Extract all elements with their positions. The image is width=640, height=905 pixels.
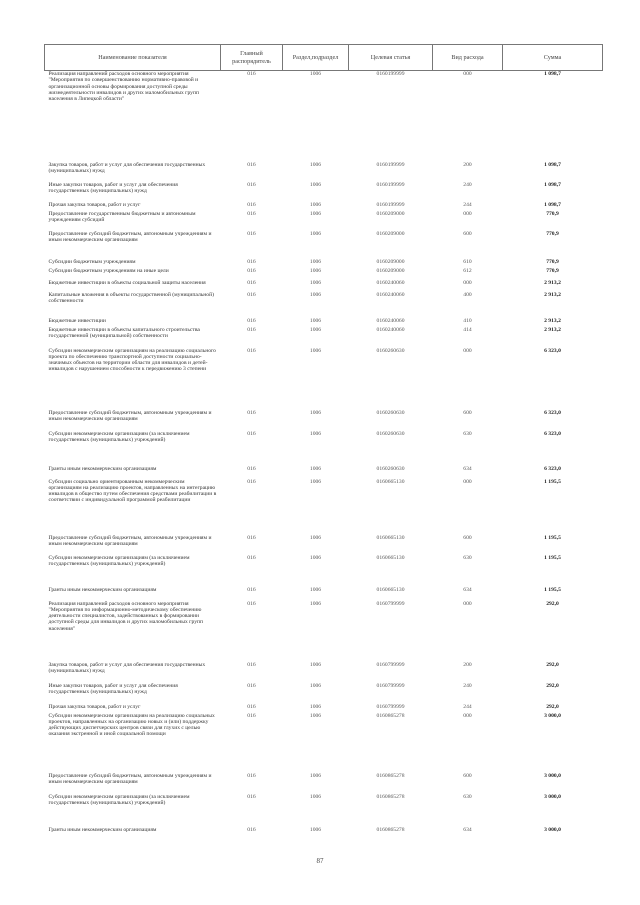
table-row [45, 211, 603, 231]
table-row [45, 202, 603, 211]
row-sum: 6 323,0 [544, 409, 561, 416]
row-section: 1006 [309, 703, 322, 710]
row-article: 0160865278 [376, 712, 405, 719]
row-section: 1006 [309, 826, 322, 833]
table-row [45, 292, 603, 318]
row-section: 1006 [309, 600, 322, 607]
row-sum: 1 098,7 [544, 161, 561, 168]
row-name: Иные закупки товаров, работ и услуг для обеспечения государственных (муниципальных) нужд [48, 682, 178, 695]
row-section: 1006 [309, 230, 322, 237]
row-article: 0160260630 [376, 347, 405, 354]
row-name: Закупка товаров, работ и услуг для обеспечения государственных (муниципальных) нужд [48, 161, 206, 174]
row-name: Предоставление субсидий бюджетным, автономным учреждениям и иным некоммерческим организациям [48, 230, 212, 243]
row-admin: 016 [247, 682, 256, 689]
row-type: 612 [463, 267, 472, 274]
row-article: 0160240060 [376, 279, 405, 286]
header-article: Целевая статья [349, 45, 433, 71]
row-article: 0160209000 [376, 210, 405, 217]
row-article: 0160209000 [376, 230, 405, 237]
row-section: 1006 [309, 71, 322, 77]
row-name: Предоставление субсидий бюджетным, автономным учреждениям и иным некоммерческим организациям [48, 772, 212, 785]
row-admin: 016 [247, 279, 256, 286]
row-section: 1006 [309, 409, 322, 416]
document-page [44, 44, 602, 852]
row-type: 630 [463, 793, 472, 800]
table-row [45, 555, 603, 587]
row-admin: 016 [247, 465, 256, 472]
row-article: 0160260630 [376, 430, 405, 437]
row-section: 1006 [309, 478, 322, 485]
row-section: 1006 [309, 267, 322, 274]
row-name: Субсидии бюджетным учреждениям на иные цели [48, 267, 169, 274]
table-row [45, 827, 603, 852]
row-admin: 016 [247, 267, 256, 274]
row-type: 000 [463, 478, 472, 485]
row-sum: 6 323,0 [544, 347, 561, 354]
header-admin: Главный распорядитель [221, 45, 283, 71]
table-row [45, 466, 603, 479]
row-section: 1006 [309, 661, 322, 668]
row-type: 414 [463, 326, 472, 333]
row-admin: 016 [247, 600, 256, 607]
row-type: 200 [463, 661, 472, 668]
row-article: 0160240060 [376, 291, 405, 298]
row-sum: 1 195,5 [544, 534, 561, 541]
row-sum: 2 913,2 [544, 291, 561, 298]
table-row [45, 713, 603, 773]
row-article: 0160240060 [376, 326, 405, 333]
row-type: 000 [463, 712, 472, 719]
header-type: Вид расхода [433, 45, 503, 71]
row-section: 1006 [309, 430, 322, 437]
row-section: 1006 [309, 586, 322, 593]
row-sum: 3 000,0 [544, 712, 561, 719]
row-type: 634 [463, 465, 472, 472]
row-admin: 016 [247, 478, 256, 485]
row-admin: 016 [247, 534, 256, 541]
row-section: 1006 [309, 534, 322, 541]
row-section: 1006 [309, 258, 322, 265]
row-article: 0160665130 [376, 534, 405, 541]
table-row [45, 268, 603, 280]
row-name: Предоставление субсидий бюджетным, автономным учреждениям и иным некоммерческим организациям [48, 409, 212, 422]
row-article: 0160240060 [376, 317, 405, 324]
row-name: Бюджетные инвестиции в объекты социальной защиты населения [48, 279, 206, 286]
row-sum: 770,9 [546, 210, 559, 217]
row-sum: 1 195,5 [544, 586, 561, 593]
row-type: 600 [463, 409, 472, 416]
row-name: Бюджетные инвестиции [48, 317, 106, 324]
row-name: Субсидии некоммерческим организациям (за исключением государственных (муниципальных) учреждений) [48, 430, 190, 443]
row-type: 400 [463, 291, 472, 298]
row-article: 0160260630 [376, 465, 405, 472]
row-type: 000 [463, 279, 472, 286]
row-admin: 016 [247, 317, 256, 324]
table-row [45, 410, 603, 431]
row-name: Субсидии некоммерческим организациям на реализацию социальных проектов, направленных на организацию новых и (или) поддержку действующих диспетчерских центров связи для глухих с целью оказания экстренной и иной социальной помощи [48, 712, 215, 738]
row-type: 600 [463, 534, 472, 541]
table-row [45, 259, 603, 268]
row-section: 1006 [309, 181, 322, 188]
row-admin: 016 [247, 201, 256, 208]
row-sum: 2 913,2 [544, 326, 561, 333]
row-type: 000 [463, 71, 472, 77]
row-article: 0160865278 [376, 772, 405, 779]
row-type: 630 [463, 430, 472, 437]
row-name: Субсидии некоммерческим организациям (за исключением государственных (муниципальных) учреждений) [48, 793, 190, 806]
row-article: 0160199999 [376, 161, 405, 168]
row-sum: 3 000,0 [544, 826, 561, 833]
row-name: Иные закупки товаров, работ и услуг для обеспечения государственных (муниципальных) нужд [48, 181, 178, 194]
header-name: Наименование показателя [45, 45, 221, 71]
row-article: 0160665130 [376, 478, 405, 485]
row-admin: 016 [247, 71, 256, 77]
row-article: 0160799999 [376, 703, 405, 710]
row-name: Субсидии социально ориентированным некоммерческим организациям на реализацию проектов, направленных на интеграцию инвалидов в общество путем обеспечения средствами реабилитации в соответствии с индивидуальной программой реабилитации [48, 478, 217, 504]
row-sum: 1 195,5 [544, 478, 561, 485]
table-row [45, 318, 603, 327]
row-section: 1006 [309, 279, 322, 286]
row-name: Бюджетные инвестиции в объекты капитального строительства государственной (муниципальной) собственности [48, 326, 200, 339]
row-sum: 1 098,7 [544, 181, 561, 188]
table-row [45, 479, 603, 535]
row-article: 0160665130 [376, 586, 405, 593]
row-admin: 016 [247, 826, 256, 833]
row-article: 0160199999 [376, 71, 405, 77]
header-sum: Сумма [503, 45, 603, 71]
row-section: 1006 [309, 161, 322, 168]
row-type: 000 [463, 347, 472, 354]
table-row [45, 348, 603, 410]
row-sum: 770,9 [546, 267, 559, 274]
row-admin: 016 [247, 258, 256, 265]
row-article: 0160199999 [376, 181, 405, 188]
table-row [45, 431, 603, 466]
row-section: 1006 [309, 793, 322, 800]
header-section: Раздел,подраздел [283, 45, 349, 71]
row-sum: 2 913,2 [544, 279, 561, 286]
row-type: 240 [463, 181, 472, 188]
table-row [45, 704, 603, 713]
row-sum: 770,9 [546, 258, 559, 265]
row-name: Гранты иным некоммерческим организациям [48, 826, 157, 833]
row-section: 1006 [309, 712, 322, 719]
row-article: 0160799999 [376, 600, 405, 607]
row-admin: 016 [247, 793, 256, 800]
row-name: Капитальные вложения в объекты государственной (муниципальной) собственности [48, 291, 214, 304]
row-admin: 016 [247, 409, 256, 416]
row-type: 240 [463, 682, 472, 689]
table-row [45, 280, 603, 292]
table-row [45, 587, 603, 601]
row-sum: 292,0 [546, 600, 559, 607]
row-section: 1006 [309, 317, 322, 324]
row-name: Гранты иным некоммерческим организациям [48, 465, 157, 472]
table-row [45, 182, 603, 202]
row-admin: 016 [247, 430, 256, 437]
row-name: Закупка товаров, работ и услуг для обеспечения государственных (муниципальных) нужд [48, 661, 206, 674]
row-name: Гранты иным некоммерческим организациям [48, 586, 157, 593]
row-admin: 016 [247, 230, 256, 237]
row-admin: 016 [247, 291, 256, 298]
row-name: Реализация направлений расходов основного мероприятия "Мероприятия по совершенствованию нормативно-правовой и организационной основы формирования доступной среды жизнедеятельности инвалидов и других маломобильных групп населения в Липецкой области" [48, 71, 199, 103]
row-admin: 016 [247, 161, 256, 168]
row-section: 1006 [309, 465, 322, 472]
row-type: 634 [463, 826, 472, 833]
row-name: Субсидии некоммерческим организациям (за исключением государственных (муниципальных) учреждений) [48, 554, 190, 567]
row-admin: 016 [247, 210, 256, 217]
row-admin: 016 [247, 347, 256, 354]
row-article: 0160665130 [376, 554, 405, 561]
row-type: 600 [463, 772, 472, 779]
row-sum: 3 000,0 [544, 772, 561, 779]
row-sum: 1 098,7 [544, 201, 561, 208]
table-row [45, 683, 603, 704]
row-name: Реализация направлений расходов основного мероприятия "Мероприятия по информационно-методическому обеспечению деятельности специалистов, задействованных в формировании доступной среды для инвалидов и других маломобильных групп населения" [48, 600, 203, 632]
table-row [45, 773, 603, 794]
row-article: 0160799999 [376, 661, 405, 668]
row-type: 244 [463, 703, 472, 710]
row-sum: 6 323,0 [544, 465, 561, 472]
row-sum: 1 098,7 [544, 71, 561, 77]
row-section: 1006 [309, 554, 322, 561]
row-section: 1006 [309, 326, 322, 333]
row-sum: 770,9 [546, 230, 559, 237]
row-section: 1006 [309, 291, 322, 298]
row-sum: 6 323,0 [544, 430, 561, 437]
row-name: Прочая закупка товаров, работ и услуг [48, 703, 141, 710]
row-admin: 016 [247, 181, 256, 188]
row-section: 1006 [309, 682, 322, 689]
row-type: 600 [463, 230, 472, 237]
row-type: 244 [463, 201, 472, 208]
row-section: 1006 [309, 201, 322, 208]
row-type: 000 [463, 210, 472, 217]
row-sum: 1 195,5 [544, 554, 561, 561]
row-name: Предоставление государственным бюджетным и автономным учреждениям субсидий [48, 210, 196, 223]
row-name: Предоставление субсидий бюджетным, автономным учреждениям и иным некоммерческим организациям [48, 534, 212, 547]
row-admin: 016 [247, 703, 256, 710]
budget-table [44, 44, 603, 852]
row-section: 1006 [309, 772, 322, 779]
page-number: 87 [316, 857, 324, 865]
table-row [45, 327, 603, 348]
table-row [45, 71, 603, 162]
row-article: 0160799999 [376, 682, 405, 689]
row-section: 1006 [309, 347, 322, 354]
row-name: Субсидии бюджетным учреждениям [48, 258, 136, 265]
table-row [45, 162, 603, 182]
row-sum: 2 913,2 [544, 317, 561, 324]
row-type: 610 [463, 258, 472, 265]
row-admin: 016 [247, 772, 256, 779]
row-article: 0160260630 [376, 409, 405, 416]
table-row [45, 535, 603, 555]
row-article: 0160199999 [376, 201, 405, 208]
table-row [45, 231, 603, 259]
row-name: Прочая закупка товаров, работ и услуг [48, 201, 141, 208]
row-section: 1006 [309, 210, 322, 217]
row-sum: 292,0 [546, 661, 559, 668]
table-row [45, 662, 603, 683]
table-row [45, 601, 603, 662]
row-admin: 016 [247, 326, 256, 333]
row-type: 634 [463, 586, 472, 593]
row-type: 630 [463, 554, 472, 561]
row-type: 000 [463, 600, 472, 607]
row-sum: 292,0 [546, 703, 559, 710]
row-article: 0160209000 [376, 267, 405, 274]
row-sum: 292,0 [546, 682, 559, 689]
row-admin: 016 [247, 586, 256, 593]
row-type: 410 [463, 317, 472, 324]
row-article: 0160209000 [376, 258, 405, 265]
table-row [45, 794, 603, 827]
table-header-row [45, 45, 603, 71]
row-admin: 016 [247, 661, 256, 668]
row-article: 0160865278 [376, 826, 405, 833]
row-name: Субсидии некоммерческим организациям на реализацию социального проекта по обеспечению транспортной доступности социально-значимых объектов на территории области для инвалидов и детей-инвалидов с нарушением способности к передвижению 3 степени [48, 347, 216, 373]
row-sum: 3 000,0 [544, 793, 561, 800]
row-admin: 016 [247, 712, 256, 719]
row-admin: 016 [247, 554, 256, 561]
row-type: 200 [463, 161, 472, 168]
row-article: 0160865278 [376, 793, 405, 800]
